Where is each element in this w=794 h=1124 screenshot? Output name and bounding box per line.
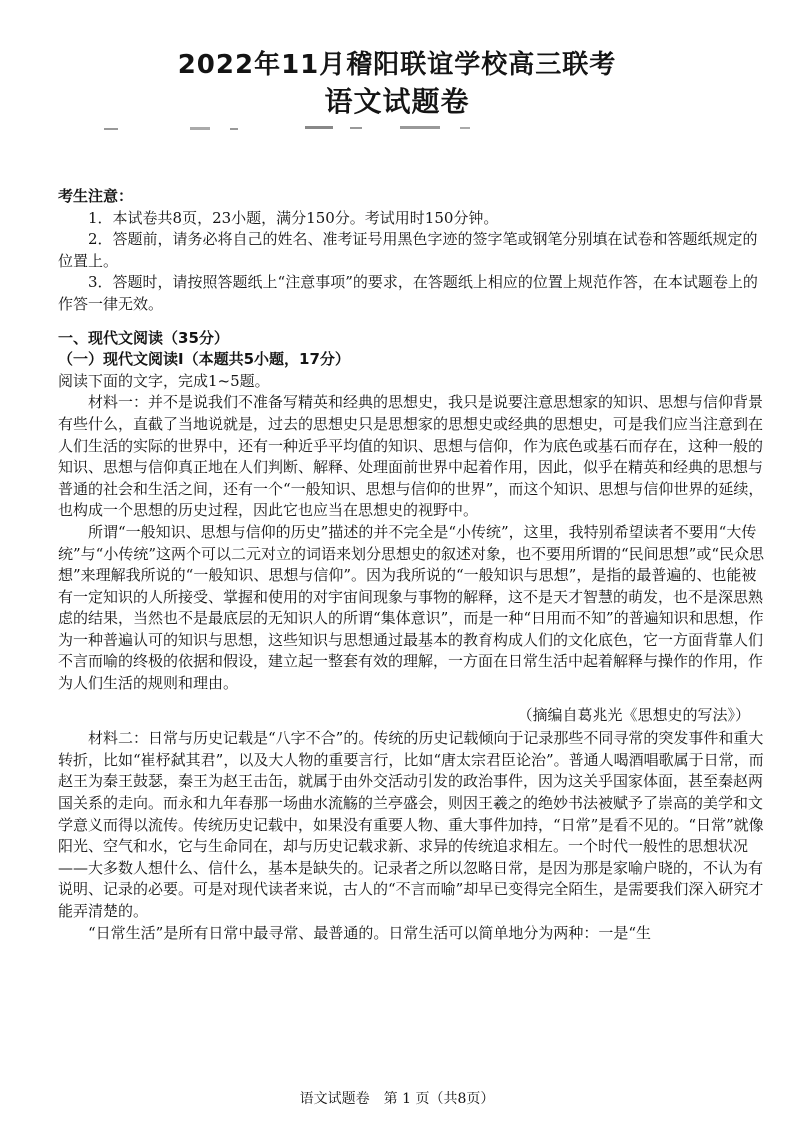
spacer	[58, 316, 770, 328]
material2-paragraph: “日常生活”是所有日常中最寻常、最普通的。日常生活可以简单地分为两种：一是“生	[88, 923, 652, 942]
notice-item: 2．答题前，请务必将自己的姓名、准考证号用黑色字迹的签字笔或钢笔分别填在试卷和答题纸规定的位置上。	[58, 230, 758, 270]
material1-paragraph: 所谓“一般知识、思想与信仰的历史”描述的并不完全是“小传统”，这里，我特别希望读者不要用“大传统”与“小传统”这两个可以二元对立的词语来划分思想史的叙述对象，也不要用所谓的“民间思想”或“民众思想”来理解我所说的“一般知识、思想与信仰”。因为我所说的“一般知识与思想”，是指的最普遍的、也能被有一定知识的人所接受、掌握和使用的对宇宙间现象与事物的解释，这不是天才智慧的萌发，也不是深思熟虑的结果，当然也不是最底层的无知识人的所谓“集体意识”，而是一种“日用而不知”的普遍知识和思想，作为一种普遍认可的知识与思想，这些知识与思想通过最基本的教育构成人们的文化底色，它一方面背靠人们不言而喻的终极的依据和假设，建立起一整套有效的理解，一方面在日常生活中起着解释与操作的作用，作为人们生活的规则和理由。	[58, 522, 765, 693]
notice-item: 1．本试卷共8页，23小题，满分150分。考试用时150分钟。	[88, 208, 499, 227]
material1-source: （摘编自葛兆光《思想史的写法》）	[517, 705, 750, 724]
scan-noise	[100, 124, 520, 136]
material1-paragraph: 材料一：并不是说我们不准备写精英和经典的思想史，我只是说要注意思想家的知识、思想与信仰背景有些什么，直截了当地说就是，过去的思想史只是思想家的思想史或经典的思想史，可是我们应当注意到在人们生活的实际的世界中，还有一种近乎平均值的知识、思想与信仰，作为底色或基石而存在，这种一般的知识、思想与信仰真正地在人们判断、解释、处理面前世界中起着作用，因此，似乎在精英和经典的思想与普通的社会和生活之间，还有一个“一般知识、思想与信仰的世界”，而这个知识、思想与信仰世界的延续，也构成一个思想的历史过程，因此它也应当在思想史的视野中。	[58, 393, 764, 520]
section-instruction: 阅读下面的文字，完成1~5题。	[58, 371, 270, 390]
exam-body	[58, 186, 770, 944]
notice-heading: 考生注意：	[58, 187, 134, 205]
page-footer: 语文试题卷 第 1 页（共8页）	[299, 1091, 495, 1107]
notice-item: 3．答题时，请按照答题纸上“注意事项”的要求，在答题纸上相应的位置上规范作答，在本试题卷上的作答一律无效。	[58, 273, 758, 313]
exam-subtitle: 语文试题卷	[324, 85, 470, 118]
section-heading: 一、现代文阅读（35分）	[58, 328, 229, 347]
material2-paragraph: 材料二：日常与历史记载是“八字不合”的。传统的历史记载倾向于记录那些不同寻常的突发事件和重大转折，比如“崔杼弑其君”，以及大人物的重要言行，比如“唐太宗君臣论治”。普通人喝酒唱歌属于日常，而赵王为秦王鼓瑟，秦王为赵王击缶，就属于由外交活动引发的政治事件，因为这关乎国家体面，甚至秦赵两国关系的走向。而永和九年春那一场曲水流觞的兰亭盛会，则因王羲之的绝妙书法被赋予了崇高的美学和文学意义而得以流传。传统历史记载中，如果没有重要人物、重大事件加持，“日常”是看不见的。“日常”就像阳光、空气和水，它与生命同在，却与历史记载求新、求异的传统追求相左。一个时代一般性的思想状况——大多数人想什么、信什么，基本是缺失的。记录者之所以忽略日常，是因为那是家喻户晓的，不认为有说明、记录的必要。可是对现代读者来说，古人的“不言而喻”却早已变得完全陌生，是需要我们深入研究才能弄清楚的。	[58, 729, 764, 920]
section-subheading: （一）现代文阅读Ⅰ（本题共5小题，17分）	[58, 350, 350, 369]
exam-title: 2022年11月稽阳联谊学校高三联考	[177, 50, 617, 80]
